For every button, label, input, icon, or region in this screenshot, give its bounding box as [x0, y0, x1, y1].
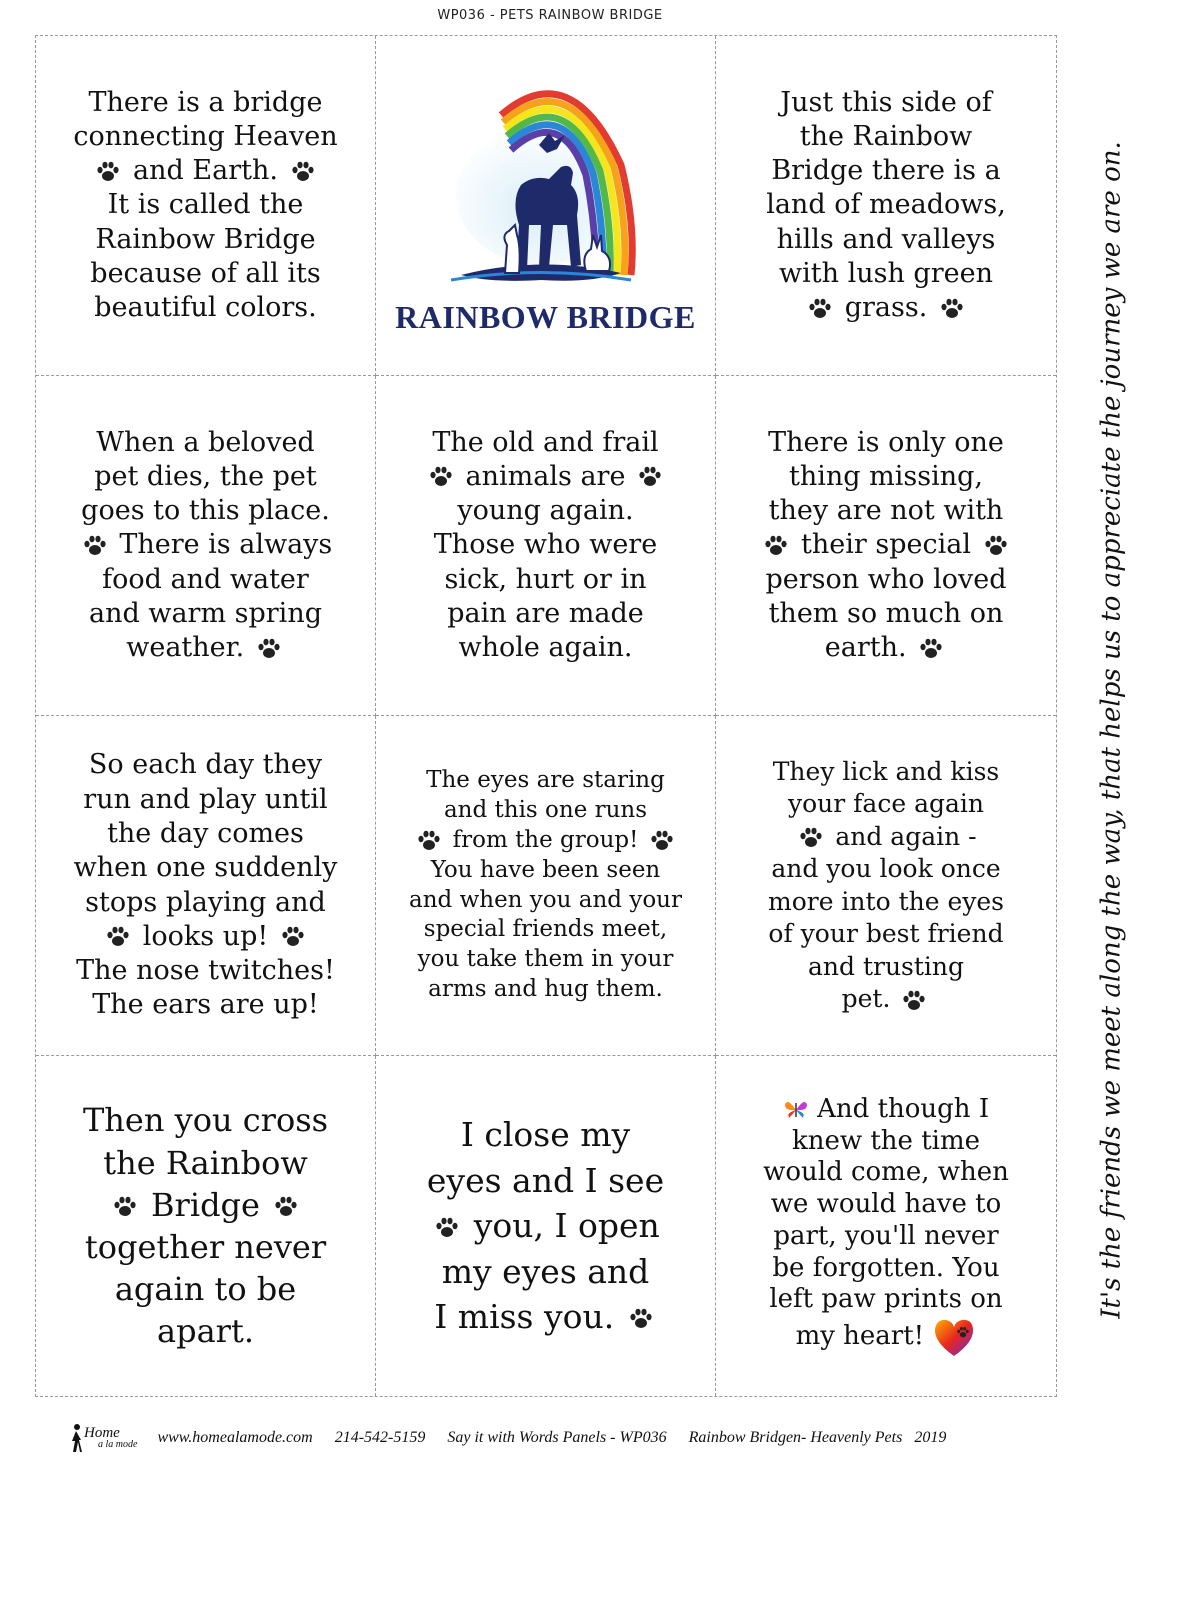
verse-text — [766, 86, 1006, 326]
verse-line: together never — [84, 1228, 327, 1266]
verse-line: and when you and your — [409, 886, 682, 913]
footer-logo-text-wrap — [84, 1424, 138, 1451]
verse-line: There is a bridge — [88, 86, 323, 118]
footer-year: 2019 — [914, 1429, 947, 1446]
verse-line: and this one runs — [443, 796, 648, 823]
verse-text — [73, 86, 337, 326]
verse-line: the Rainbow — [799, 120, 973, 152]
panel-8 — [376, 716, 716, 1056]
verse-line-wrap — [83, 1184, 328, 1226]
butterfly-icon — [783, 1097, 809, 1123]
paw-print-icon — [273, 1195, 299, 1219]
verse-text — [83, 1099, 328, 1352]
paw-print-icon — [918, 637, 944, 661]
panel-4 — [36, 376, 376, 716]
verse-line: person who loved — [765, 563, 1007, 595]
verse-line: The eyes are staring — [426, 766, 665, 793]
verse-line: land of meadows, — [766, 189, 1006, 221]
verse-line: I miss you. — [434, 1297, 615, 1337]
panel-2-logo — [376, 36, 716, 376]
verse-text — [409, 766, 682, 1005]
panel-6 — [716, 376, 1056, 716]
rainbow-pets-icon — [421, 75, 671, 295]
verse-line-wrap — [79, 631, 333, 665]
verse-line: and again - — [835, 821, 977, 851]
paw-print-icon — [290, 160, 316, 184]
verse-line: So each day they — [88, 749, 323, 781]
paw-print-icon — [105, 925, 131, 949]
verse-line: eyes and I see — [426, 1160, 665, 1200]
verse-line: left paw prints on — [769, 1284, 1003, 1315]
rainbow-bridge-logo — [395, 75, 696, 336]
verse-line: special friends meet, — [423, 916, 668, 943]
page-header: WP036 - PETS RAINBOW BRIDGE — [437, 8, 663, 23]
verse-line: be forgotten. You — [772, 1252, 1000, 1283]
footer-website[interactable]: www.homealamode.com — [157, 1429, 313, 1446]
paw-print-icon — [628, 1307, 654, 1331]
verse-text — [427, 1112, 664, 1340]
heart-icon — [932, 1316, 976, 1358]
footer-product: Say it with Words Panels - WP036 — [447, 1429, 667, 1446]
verse-line: my heart! — [795, 1321, 925, 1352]
verse-line: And though I — [817, 1093, 990, 1124]
verse-line-wrap — [760, 528, 1011, 562]
verse-line: hills and valleys — [776, 223, 996, 255]
paw-print-icon — [416, 829, 442, 853]
verse-line: pet dies, the pet — [94, 460, 317, 492]
verse-line-wrap — [409, 826, 682, 856]
verse-line: food and water — [102, 563, 309, 595]
paw-print-icon — [983, 534, 1009, 558]
footer-collection: Rainbow Bridgen- Heavenly Pets — [688, 1429, 903, 1446]
verse-line: and Earth. — [133, 155, 278, 187]
verse-line-wrap — [768, 983, 1004, 1016]
verse-line: you take them in your — [417, 946, 674, 973]
verse-line-wrap — [760, 631, 1011, 665]
verse-line: your face again — [788, 789, 984, 818]
verse-line: of your best friend — [768, 919, 1004, 948]
verse-line: sick, hurt or in — [444, 563, 647, 595]
verse-line-wrap — [766, 291, 1006, 325]
verse-line: with lush green — [779, 257, 993, 289]
verse-line: You have been seen — [430, 856, 661, 883]
verse-line: thing missing, — [789, 460, 983, 492]
verse-text — [425, 426, 666, 666]
paw-print-icon — [901, 989, 927, 1013]
verse-line-wrap — [427, 1203, 664, 1249]
paw-print-icon — [82, 534, 108, 558]
paw-print-icon — [798, 826, 824, 850]
verse-line: animals are — [465, 460, 626, 492]
verse-line: stops playing and — [85, 886, 326, 918]
panel-11 — [376, 1056, 716, 1396]
verse-line: When a beloved — [96, 426, 315, 458]
paw-print-icon — [428, 465, 454, 489]
paw-print-icon — [280, 925, 306, 949]
verse-line: we would have to — [770, 1189, 1002, 1220]
verse-line: weather. — [126, 632, 245, 664]
verse-text — [79, 426, 333, 666]
verse-line: Just this side of — [780, 86, 992, 118]
verse-line: Rainbow Bridge — [95, 223, 316, 255]
paw-print-icon — [939, 297, 965, 321]
verse-line-wrap — [763, 1094, 1009, 1126]
verse-line-wrap — [427, 1294, 664, 1340]
verse-line: and trusting — [807, 951, 965, 981]
verse-line: they are not with — [768, 495, 1004, 527]
verse-line: The nose twitches! — [76, 955, 335, 987]
verse-line: pain are made — [447, 597, 644, 629]
verse-line: grass. — [844, 292, 928, 324]
verse-line-wrap — [763, 1316, 1009, 1358]
verse-line: beautiful colors. — [94, 292, 317, 324]
verse-line: There is always — [119, 529, 333, 561]
verse-line: the Rainbow — [103, 1143, 308, 1182]
woman-silhouette-icon — [68, 1423, 84, 1453]
verse-line: goes to this place. — [81, 495, 330, 527]
verse-line: looks up! — [142, 920, 269, 952]
paw-print-icon — [763, 534, 789, 558]
verse-text — [768, 756, 1004, 1016]
verse-line: arms and hug them. — [428, 976, 663, 1003]
verse-line: would come, when — [763, 1157, 1009, 1188]
verse-line: whole again. — [458, 632, 633, 664]
panel-3 — [716, 36, 1056, 376]
verse-line: run and play until — [83, 783, 328, 815]
verse-line: because of all its — [90, 257, 321, 289]
side-quote: It's the friends we meet along the way, that helps us to appreciate the journey we are on. — [1097, 141, 1128, 1319]
verse-line: and you look once — [771, 854, 1001, 883]
verse-line: I close my — [460, 1115, 631, 1155]
verse-line: The ears are up! — [92, 989, 319, 1021]
verse-line: Bridge — [151, 1185, 260, 1224]
panel-1 — [36, 36, 376, 376]
verse-line: earth. — [824, 632, 907, 664]
paw-print-icon — [112, 1195, 138, 1219]
verse-text — [763, 1094, 1009, 1358]
verse-line-wrap — [768, 821, 1004, 854]
verse-line: my eyes and — [441, 1251, 650, 1291]
footer-logo — [68, 1423, 137, 1453]
verse-line: and warm spring — [88, 597, 322, 629]
paw-print-icon — [807, 297, 833, 321]
panel-12 — [716, 1056, 1056, 1396]
panel-9 — [716, 716, 1056, 1056]
paw-print-icon — [434, 1216, 460, 1240]
side-quote-container — [1082, 60, 1142, 1400]
panel-7 — [36, 716, 376, 1056]
verse-line-wrap — [425, 460, 666, 494]
verse-line: when one suddenly — [73, 852, 338, 884]
verse-line: It is called the — [107, 189, 304, 221]
verse-line: There is only one — [768, 426, 1004, 458]
footer-logo-line2: a la mode — [98, 1439, 138, 1451]
footer — [68, 1418, 1068, 1458]
verse-line: them so much on — [768, 597, 1004, 629]
paw-print-icon — [256, 637, 282, 661]
verse-line: from the group! — [452, 826, 639, 853]
logo-title: RAINBOW BRIDGE — [395, 299, 696, 335]
verse-line-wrap — [74, 920, 338, 954]
verse-line: They lick and kiss — [772, 756, 1000, 786]
verse-line: Bridge there is a — [771, 155, 1001, 187]
verse-line: part, you'll never — [773, 1220, 999, 1251]
footer-logo-line1: Home — [84, 1424, 120, 1441]
verse-line-wrap — [73, 154, 337, 188]
paw-print-icon — [637, 465, 663, 489]
verse-line-wrap — [79, 528, 333, 562]
verse-line: pet. — [841, 984, 891, 1013]
paw-print-icon — [649, 829, 675, 853]
panel-10 — [36, 1056, 376, 1396]
verse-line: their special — [801, 529, 971, 561]
panel-grid — [35, 35, 1057, 1397]
verse-line: you, I open — [473, 1206, 660, 1246]
verse-line: Then you cross — [82, 1101, 329, 1140]
verse-line: more into the eyes — [767, 886, 1005, 916]
verse-text — [74, 748, 338, 1022]
verse-text — [760, 426, 1011, 666]
verse-line: the day comes — [107, 817, 304, 849]
footer-phone: 214-542-5159 — [334, 1429, 426, 1446]
verse-line: Those who were — [433, 529, 658, 561]
verse-line: knew the time — [791, 1125, 981, 1156]
verse-line: again to be — [114, 1270, 297, 1309]
verse-line: The old and frail — [432, 426, 659, 458]
panel-5 — [376, 376, 716, 716]
verse-line: connecting Heaven — [73, 120, 338, 152]
verse-line: young again. — [457, 495, 634, 527]
verse-line: apart. — [157, 1312, 254, 1351]
paw-print-icon — [95, 160, 121, 184]
